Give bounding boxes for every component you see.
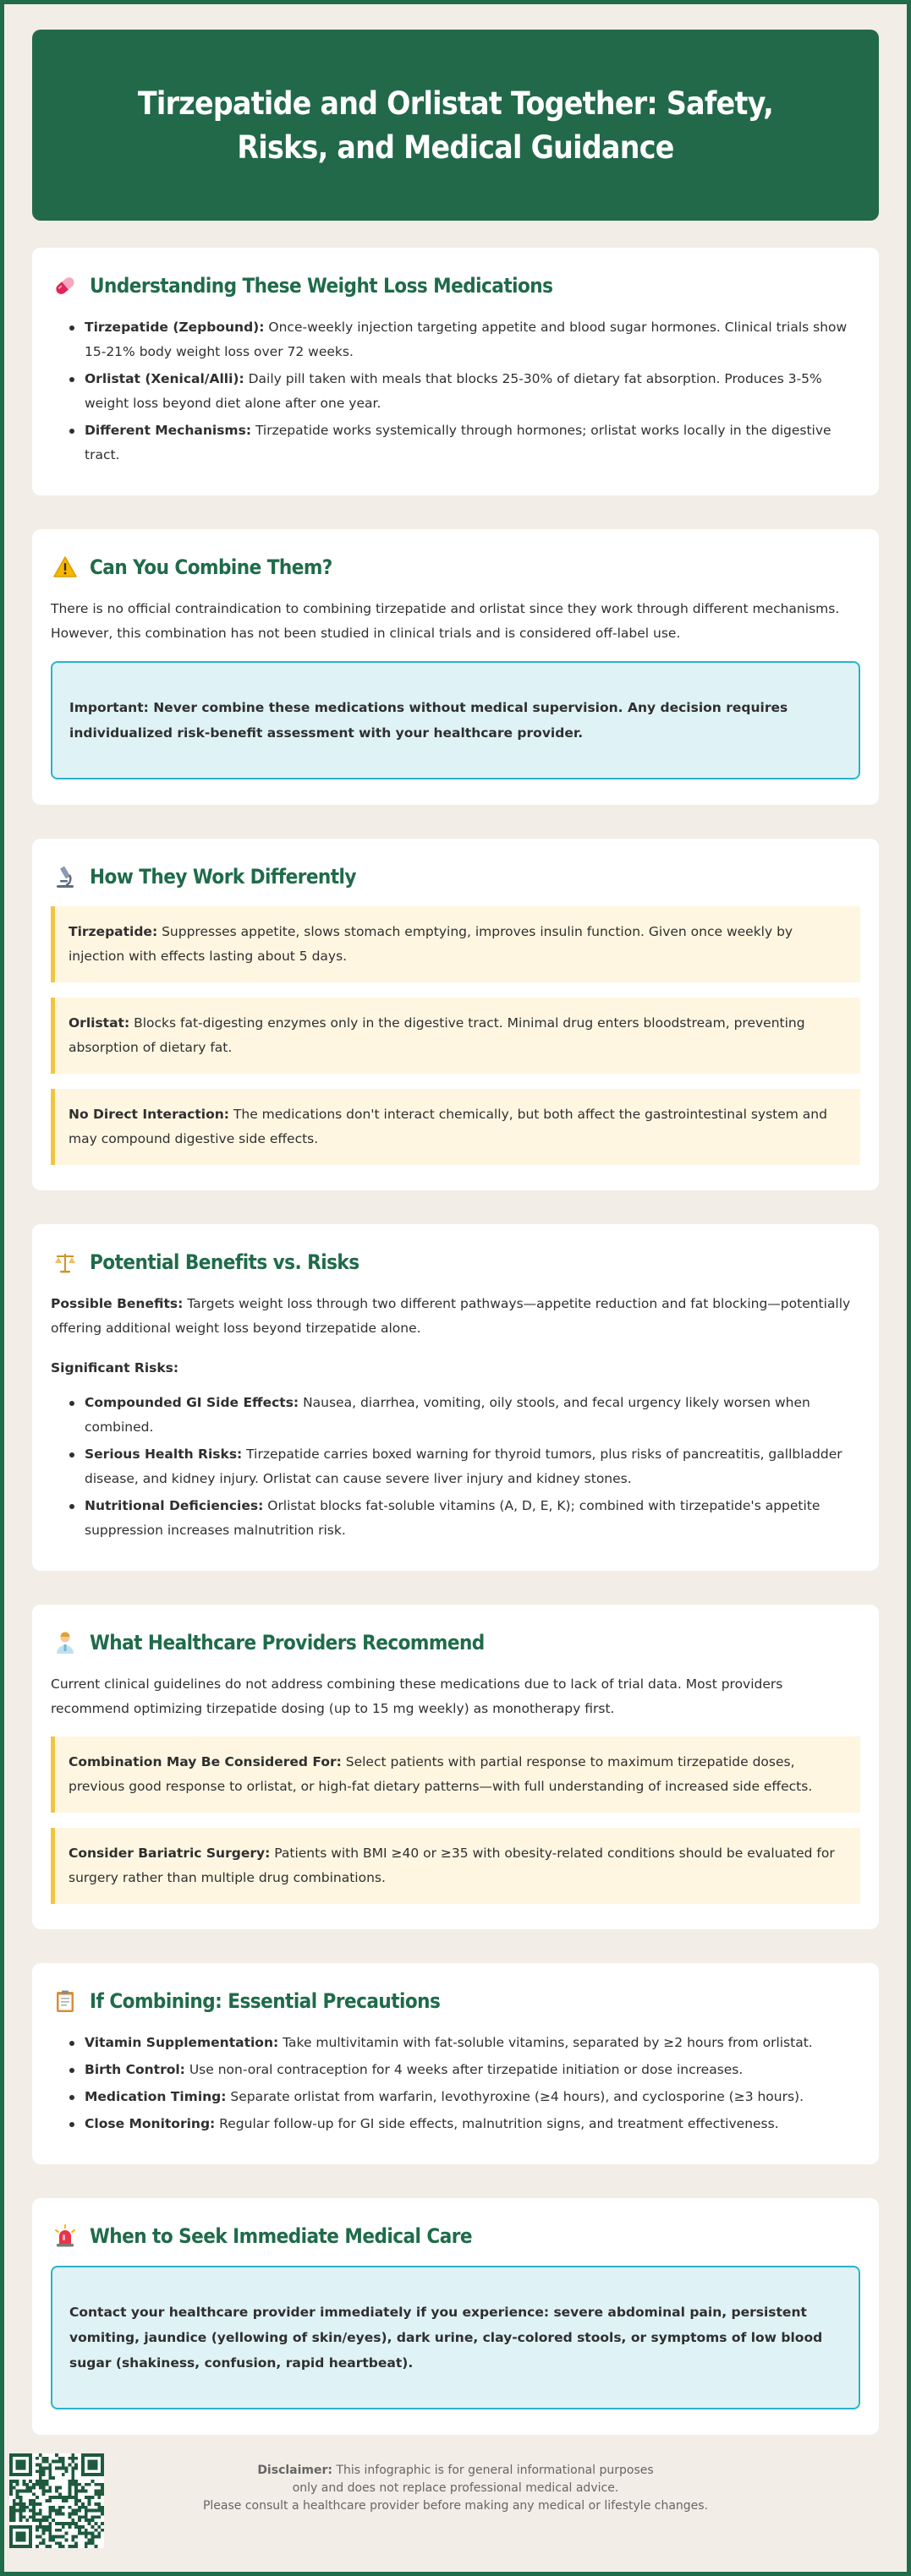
list-item [85, 2085, 860, 2109]
section-how-they-work [32, 839, 879, 1190]
disclaimer-line: Please consult a healthcare provider before making any medical or lifestyle changes. [202, 2499, 709, 2513]
important-callout [51, 661, 860, 779]
benefits-paragraph [51, 1292, 860, 1341]
recommendation-callout [51, 1736, 860, 1813]
medications-list [51, 315, 860, 468]
item-text: Use non-oral contraception for 4 weeks after tirzepatide initiation or dose increases. [184, 2062, 744, 2077]
disclaimer-label: Disclaimer: [257, 2464, 332, 2477]
section-combine [32, 529, 879, 805]
siren-icon [51, 2222, 80, 2251]
benefits-label: Possible Benefits: [51, 1296, 184, 1311]
mechanism-callout [51, 1089, 860, 1165]
item-label: Combination May Be Considered For: [69, 1754, 342, 1769]
section-heading: When to Seek Immediate Medical Care [90, 2224, 472, 2248]
emergency-text: Contact your healthcare provider immediately if you experience: severe abdominal pain, persistent vomiting, jaundice (yellowing of skin/eyes), dark urine, clay-colored stools, or symptoms of low blood sugar (shakiness, confusion, rapid heartbeat). [69, 2305, 823, 2371]
list-item [85, 2112, 860, 2136]
disclaimer [32, 2453, 879, 2515]
item-label: No Direct Interaction: [69, 1107, 229, 1122]
item-label: Tirzepatide: [69, 924, 158, 939]
section-heading: Can You Combine Them? [90, 555, 332, 579]
microscope-icon [51, 862, 80, 891]
item-text: Tirzepatide carries boxed warning for thyroid tumors, plus risks of pancreatitis, gallbladder disease, and kidney injury. Orlistat can cause severe liver injury and kidney stones. [85, 1447, 842, 1486]
precautions-list [51, 2031, 860, 2136]
list-item [85, 2031, 860, 2055]
list-item [85, 1442, 860, 1491]
risks-label: Significant Risks: [51, 1360, 179, 1376]
item-label: Orlistat (Xenical/Alli): [85, 371, 244, 386]
disclaimer-text: This infographic is for general informational purposes [332, 2464, 654, 2477]
title-banner [32, 30, 879, 221]
item-label: Different Mechanisms: [85, 423, 252, 438]
list-item [85, 1391, 860, 1440]
important-text: Important: Never combine these medications without medical supervision. Any decision requires individualized risk-benefit assessment with your healthcare provider. [69, 700, 788, 741]
item-label: Close Monitoring: [85, 2116, 216, 2131]
item-label: Vitamin Supplementation: [85, 2035, 279, 2050]
pill-icon [51, 271, 80, 300]
emergency-callout [51, 2266, 860, 2409]
item-label: Compounded GI Side Effects: [85, 1395, 299, 1410]
list-item [85, 2058, 860, 2082]
disclaimer-line [32, 2462, 879, 2480]
section-header [51, 1628, 860, 1657]
risks-list [51, 1391, 860, 1543]
item-text: Patients with BMI ≥40 or ≥35 with obesity-related conditions should be evaluated for surgery rather than multiple drug combinations. [69, 1846, 835, 1885]
item-label: Consider Bariatric Surgery: [69, 1846, 271, 1861]
item-text: The medications don't interact chemically, but both affect the gastrointestinal system and may compound digestive side effects. [69, 1107, 827, 1146]
section-header [51, 1987, 860, 2015]
list-item [85, 367, 860, 416]
item-text: Daily pill taken with meals that blocks 25-30% of dietary fat absorption. Produces 3-5% weight loss beyond diet alone after one year. [85, 371, 822, 411]
item-label: Tirzepatide (Zepbound): [85, 320, 265, 335]
item-text: Select patients with partial response to maximum tirzepatide doses, previous good response to orlistat, or high-fat dietary patterns—with full understanding of increased side effects. [69, 1754, 813, 1794]
item-label: Nutritional Deficiencies: [85, 1498, 264, 1513]
section-understanding [32, 248, 879, 495]
item-text: Separate orlistat from warfarin, levothyroxine (≥4 hours), and cyclosporine (≥3 hours). [226, 2089, 804, 2104]
list-item [85, 1494, 860, 1543]
section-header [51, 271, 860, 300]
item-label: Medication Timing: [85, 2089, 227, 2104]
section-heading: Potential Benefits vs. Risks [90, 1250, 359, 1274]
section-header [51, 2222, 860, 2251]
section-heading: What Healthcare Providers Recommend [90, 1631, 485, 1654]
section-providers [32, 1605, 879, 1929]
item-text: Nausea, diarrhea, vomiting, oily stools, and fecal urgency likely worsen when combined. [85, 1395, 810, 1435]
item-text: Suppresses appetite, slows stomach emptying, improves insulin function. Given once weekly by injection with effects lasting about 5 days. [69, 924, 793, 964]
section-heading: Understanding These Weight Loss Medications [90, 274, 553, 298]
item-label: Orlistat: [69, 1015, 130, 1031]
item-text: Take multivitamin with fat-soluble vitamins, separated by ≥2 hours from orlistat. [278, 2035, 813, 2050]
item-label: Serious Health Risks: [85, 1447, 243, 1462]
item-text: Orlistat blocks fat-soluble vitamins (A, D, E, K); combined with tirzepatide's appetite suppression increases malnutrition risk. [85, 1498, 820, 1538]
recommendation-callout [51, 1828, 860, 1904]
section-precautions [32, 1963, 879, 2164]
item-text: Once-weekly injection targeting appetite and blood sugar hormones. Clinical trials show 15-21% body weight loss over 72 weeks. [85, 320, 848, 359]
warning-icon [51, 553, 80, 582]
risks-heading [51, 1356, 860, 1381]
section-header [51, 1248, 860, 1277]
item-text: Regular follow-up for GI side effects, malnutrition signs, and treatment effectiveness. [215, 2116, 779, 2131]
item-label: Birth Control: [85, 2062, 185, 2077]
section-heading: If Combining: Essential Precautions [90, 1989, 441, 2013]
doctor-icon [51, 1628, 80, 1657]
section-header [51, 862, 860, 891]
section-heading: How They Work Differently [90, 865, 356, 889]
section-benefits-risks [32, 1224, 879, 1571]
scales-icon [51, 1248, 80, 1277]
qr-code[interactable] [9, 2453, 104, 2548]
section-emergency [32, 2198, 879, 2435]
list-item [85, 418, 860, 468]
providers-intro: Current clinical guidelines do not address combining these medications due to lack of trial data. Most providers recommend optimizing tirzepatide dosing (up to 15 mg weekly) as monotherapy first. [51, 1676, 783, 1716]
mechanism-callout [51, 906, 860, 982]
section-header [51, 553, 860, 582]
mechanism-callout [51, 998, 860, 1074]
footer [32, 2453, 879, 2555]
list-item [85, 315, 860, 364]
disclaimer-line: only and does not replace professional medical advice. [292, 2481, 619, 2495]
item-text: Tirzepatide works systemically through hormones; orlistat works locally in the digestive tract. [85, 423, 831, 462]
combine-intro: There is no official contraindication to combining tirzepatide and orlistat since they work through different mechanisms. However, this combination has not been studied in clinical trials and is considered off-label use. [51, 601, 840, 641]
clipboard-icon [51, 1987, 80, 2015]
benefits-text: Targets weight loss through two different pathways—appetite reduction and fat blocking—potentially offering additional weight loss beyond tirzepatide alone. [51, 1296, 851, 1336]
page-title: Tirzepatide and Orlistat Together: Safety, Risks, and Medical Guidance [137, 85, 774, 166]
item-text: Blocks fat-digesting enzymes only in the digestive tract. Minimal drug enters bloodstream, preventing absorption of dietary fat. [69, 1015, 805, 1055]
